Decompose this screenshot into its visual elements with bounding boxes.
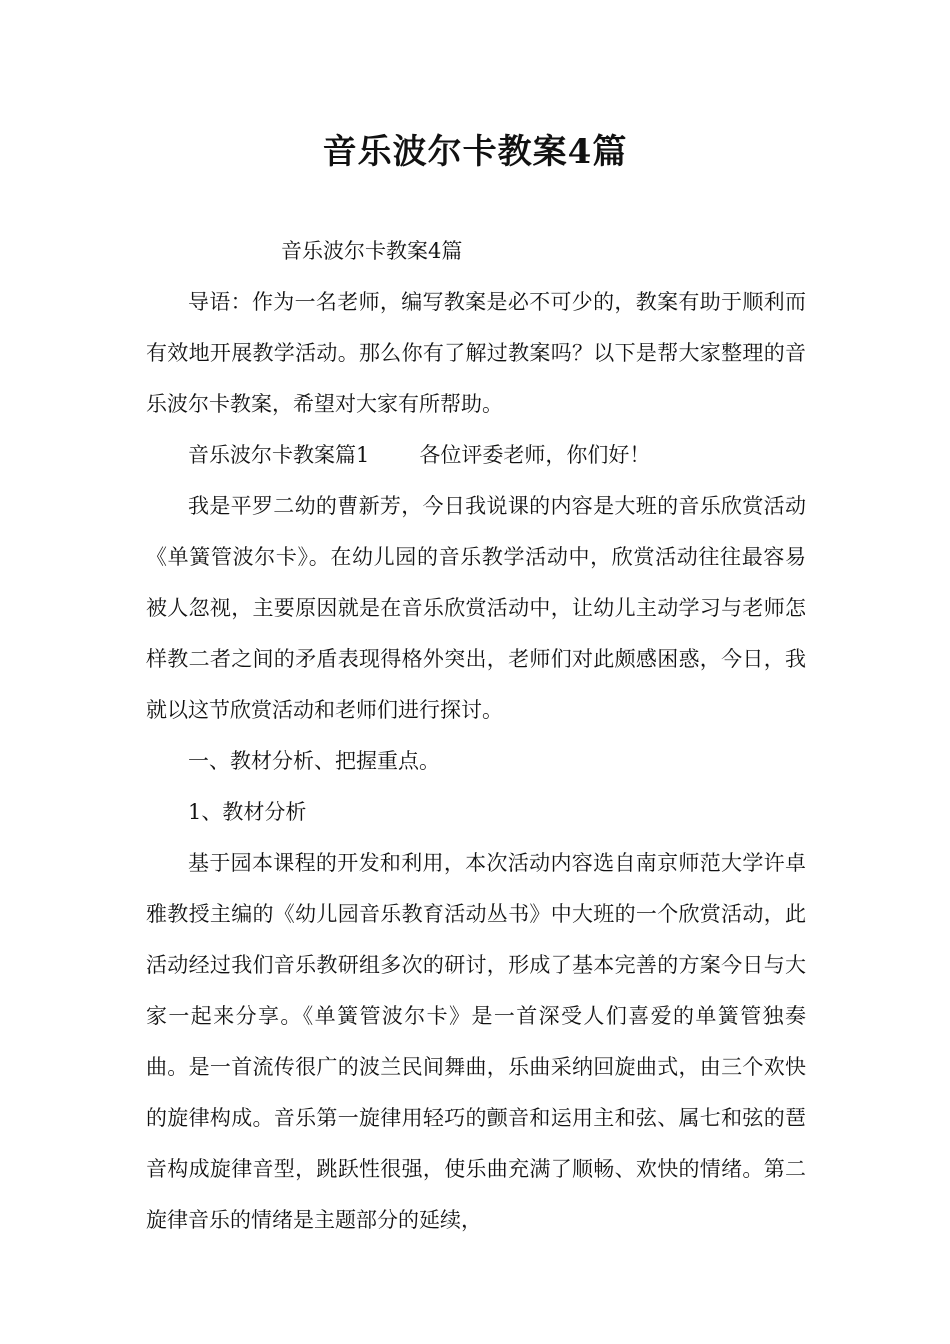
document-body [146,226,806,1246]
document-subtitle: 音乐波尔卡教案4篇 [281,239,463,263]
greeting-text: 各位评委老师，你们好！ [419,443,651,467]
section-heading-line [146,430,806,481]
part-heading: 一、教材分析、把握重点。 [188,749,440,773]
section-heading: 音乐波尔卡教案篇1 [188,443,370,467]
subpart-heading: 1、教材分析 [188,800,307,824]
speaker-intro-paragraph: 我是平罗二幼的曹新芳，今日我说课的内容是大班的音乐欣赏活动《单簧管波尔卡》。在幼儿园的音乐教学活动中，欣赏活动往往最容易被人忽视，主要原因就是在音乐欣赏活动中，让幼儿主动学习与老师怎样教二者之间的矛盾表现得格外突出，老师们对此颇感困惑，今日，我就以这节欣赏活动和老师们进行探讨。 [146,494,806,722]
intro-paragraph: 导语：作为一名老师，编写教案是必不可少的，教案有助于顺利而有效地开展教学活动。那么你有了解过教案吗？以下是帮大家整理的音乐波尔卡教案，希望对大家有所帮助。 [146,290,806,416]
analysis-paragraph: 基于园本课程的开发和利用，本次活动内容选自南京师范大学许卓雅教授主编的《幼儿园音乐教育活动丛书》中大班的一个欣赏活动，此活动经过我们音乐教研组多次的研讨，形成了基本完善的方案今日与大家一起来分享。《单簧管波尔卡》是一首深受人们喜爱的单簧管独奏曲。是一首流传很广的波兰民间舞曲，乐曲采纳回旋曲式，由三个欢快的旋律构成。音乐第一旋律用轻巧的颤音和运用主和弦、属七和弦的琶音构成旋律音型，跳跃性很强，使乐曲充满了顺畅、欢快的情绪。第二旋律音乐的情绪是主题部分的延续， [146,851,806,1232]
document-title: 音乐波尔卡教案4篇 [322,132,628,172]
